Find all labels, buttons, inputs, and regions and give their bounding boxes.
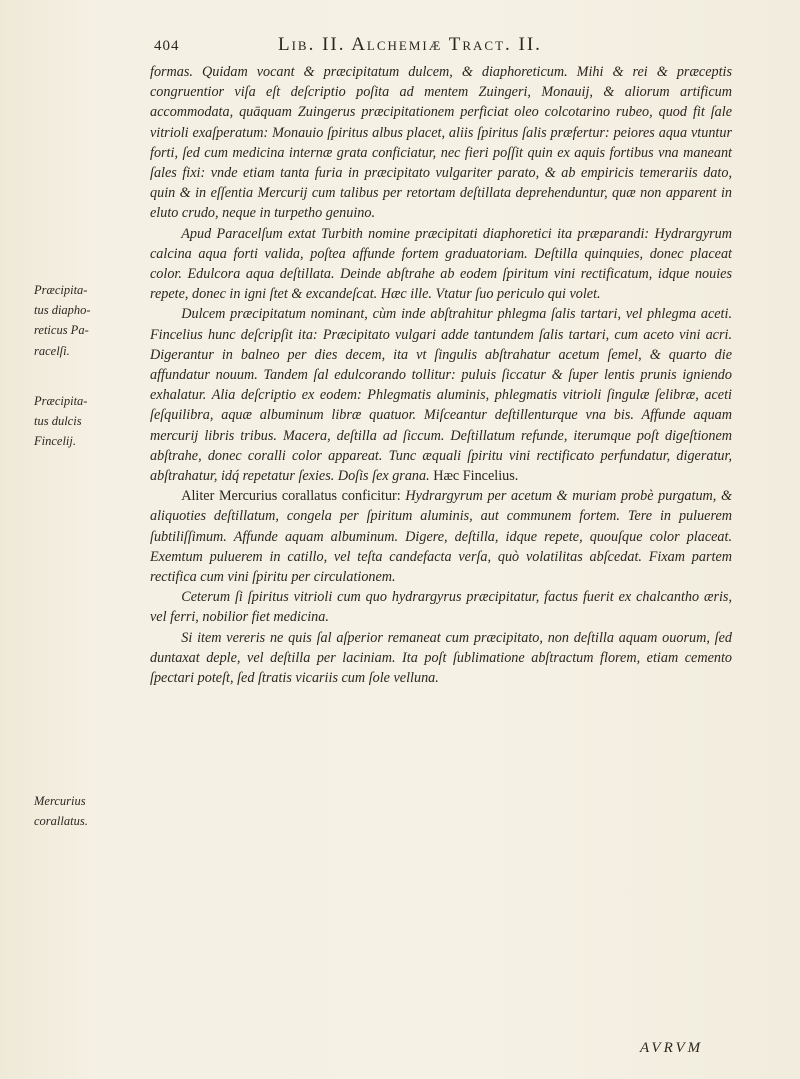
paragraph — [150, 486, 732, 587]
catchword: AVRVM — [640, 1040, 704, 1056]
margin-note-paracelsus — [34, 280, 142, 361]
margin-note-line: tus diapho- — [34, 303, 91, 318]
margin-note-corallatus — [34, 791, 142, 831]
margin-note-fincelius — [34, 391, 142, 452]
margin-note-line: racelſi. — [34, 343, 70, 358]
paragraph: formas. Quidam vocant & præcipitatum dulcem, & diaphoreticum. Mihi & rei & præceptis congruentior viſa eſt deſcriptio poſita ad mentem Zuingeri, Monauij, & aliorum artificum accommodata, quāquam Zuingerus præcipitationem perficiat oleo colcotarino rubeo, quod fit ſale vitrioli exaſperatum: Monauio ſpiritus albus placet, aliis ſpiritus ſalis præfertur: peiores aqua vtuntur forti, ſed cum medicina internæ grata conficiatur, nec fieri poſſit quin ex aquis fortibus vna maneant ſales fixi: vnde etiam tanta furia in præcipitato vulgariter parato, & ab empiricis temerariis dato, quin & in eſſentia Mercurij cum talibus per retortam deſtillata deprehenduntur, quæ non apparent in eluto crudo, neque in turpetho genuino. — [150, 64, 732, 222]
margin-note-line: Præcipita- — [34, 394, 88, 408]
page-header — [140, 34, 740, 64]
paragraph-lead: Aliter Mercurius corallatus conficitur: — [181, 488, 401, 505]
paragraph: Si item vereris ne quis ſal aſperior remaneat cum præcipitato, non deſtilla aquam ouorum, ſed duntaxat deple, vel deſtilla per laciniam. Ita poſt ſublimatione abſtractum florem, etiam cemento ſpectari poteſt, ſed ſtratis vicariis cum ſole velluna. — [150, 629, 732, 687]
main-text — [150, 62, 732, 688]
paragraph — [150, 304, 732, 486]
running-title: Lib. II. Alchemiæ Tract. II. — [278, 34, 542, 55]
margin-note-line: Mercurius — [34, 794, 86, 808]
page-number: 404 — [154, 38, 180, 54]
margin-note-line: Fincelij. — [34, 434, 76, 449]
paragraph-text: Dulcem præcipitatum nominant, cùm inde abſtrahitur phlegma ſalis tartari, vel phlegma aceti. Fincelius hunc deſcripſit ita: Præcipitato vulgari adde tantundem ſalis tartari, cum aceto vini acri. Digerantur in balneo per dies decem, ita vt ſingulis abſtrahatur acetum ſemel, & quarto die affundatur nouum. Tandem ſal edulcorando tollitur: puluis ſiccatur & ſuper lentis prunis igniendo exhalatur. Alia deſcriptio ex eodem: Phlegmatis aluminis, phlegmatis vitrioli ſingulæ ſelibræ, aceti ſeſquilibra, aquæ albuminum libræ quatuor. Miſceantur deſtillenturque vna bis. Affunde aquam mercurij libris tribus. Macera, deſtilla ad ſiccum. Deſtillatum refunde, iterumque poſt digeſtionem abſtrahe, donec coralli color appareat. Tunc æquali ſpiritu vini rectificato perfundatur, digeratur, abſtrahatur, idq́ repetatur ſexies. Doſis ſex grana. — [150, 306, 732, 485]
paragraph-text: Hydrargyrum per acetum & muriam probè purgatum, & aliquoties deſtillatum, congela per ſpiritum aluminis, aut communem fortem. Tere in puluerem ſubtiliſſimum. Affunde aquam albuminum. Digere, deſtilla, idque repete, quouſque color placeat. Exemtum puluerem in catillo, vel teſta candefacta verſa, quò volatilitas abſcedat. Fixam partem rectifica cum vini ſpiritu per circulationem. — [150, 488, 732, 586]
margin-note-line: corallatus. — [34, 814, 88, 829]
margin-note-line: reticus Pa- — [34, 323, 89, 338]
paragraph: Ceterum ſi ſpiritus vitrioli cum quo hydrargyrus præcipitatur, factus fuerit ex chalcantho æris, vel ferri, nobilior fiet medicina. — [150, 589, 732, 626]
paragraph: Apud Paracelſum extat Turbith nomine præcipitati diaphoretici ita præparandi: Hydrargyrum calcina aqua forti valida, poſtea affunde fortem graduatoriam. Deſtilla quinquies, donec placeat color. Edulcora aqua deſtillata. Deinde abſtrahe ab eodem ſpiritum vini rectificatum, idque nouies repete, donec in igni ſtet & excandeſcat. Hæc ille. Vtatur ſuo periculo qui volet. — [150, 225, 732, 303]
margin-note-line: Præcipita- — [34, 283, 88, 297]
attribution: Hæc Fincelius. — [433, 468, 519, 485]
margin-note-line: tus dulcis — [34, 414, 82, 429]
